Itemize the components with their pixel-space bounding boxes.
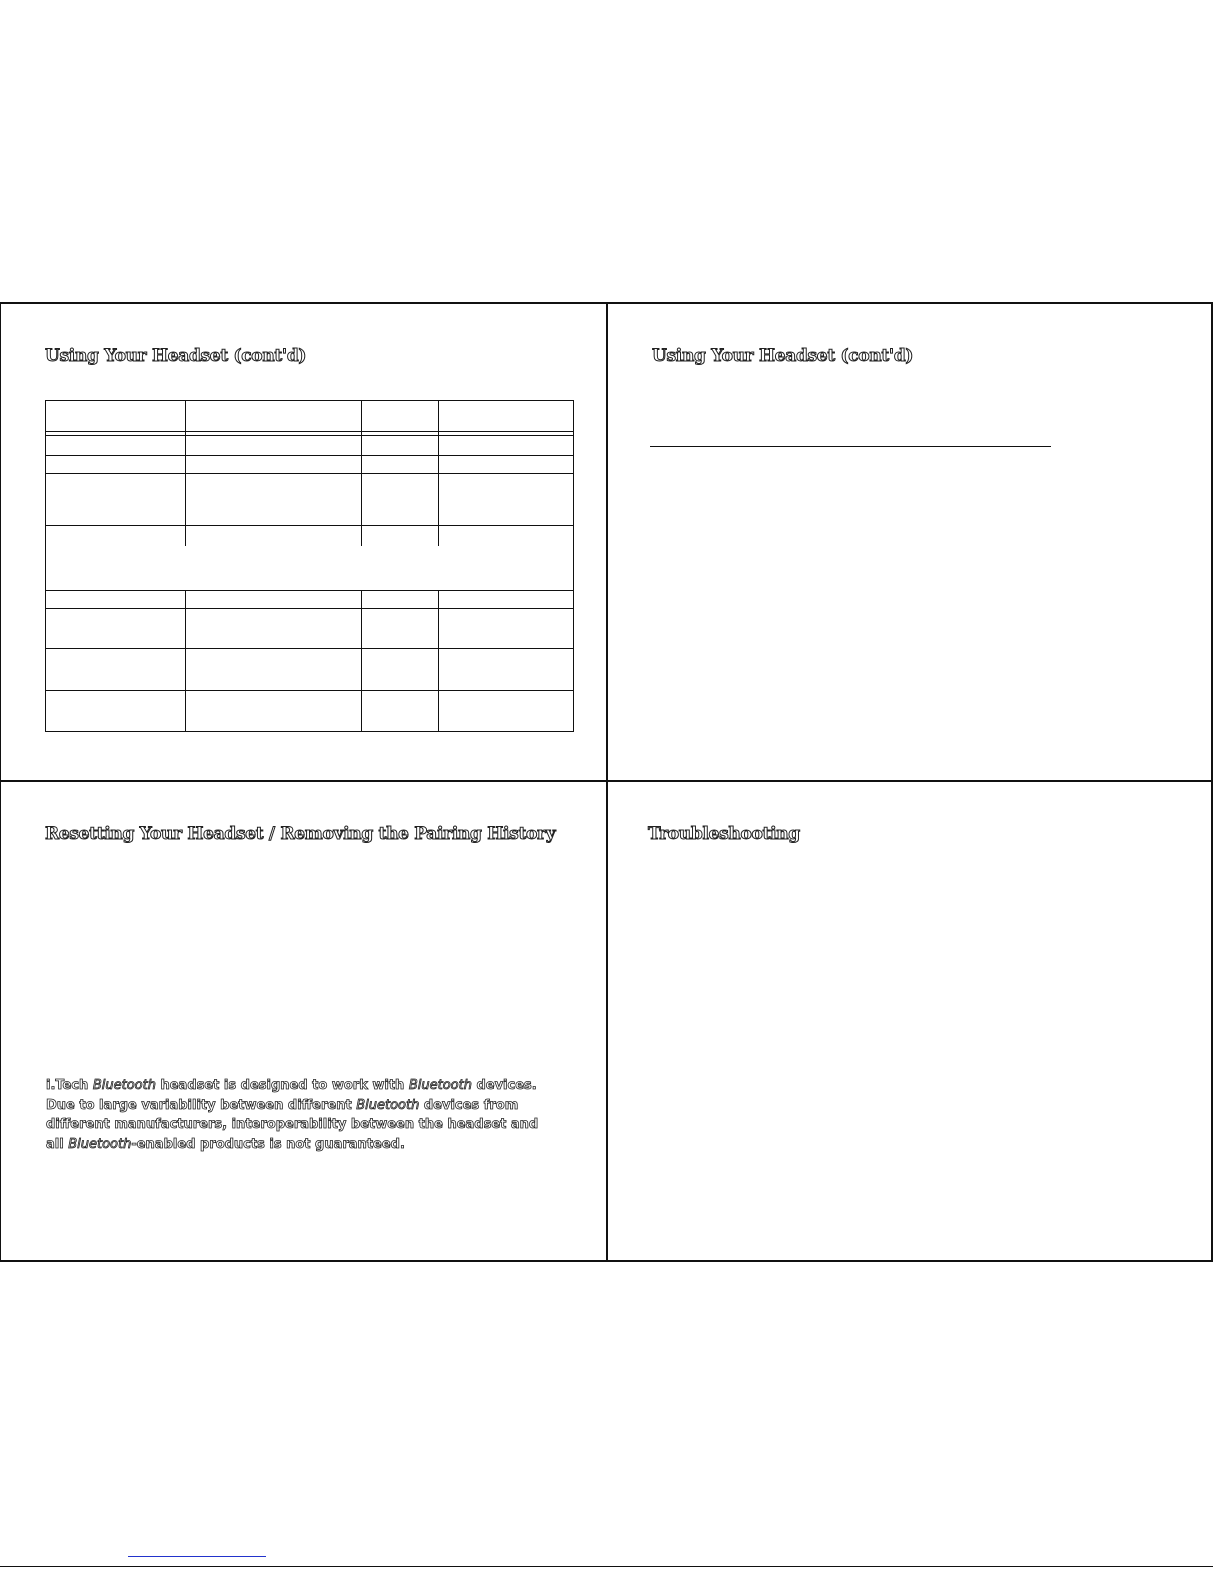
disclaimer-text-italic: Bluetooth xyxy=(356,1097,420,1113)
disclaimer-text-italic: Bluetooth xyxy=(92,1078,156,1093)
footer-rule xyxy=(0,1566,1213,1567)
disclaimer-text: devices. Due to large variability between different xyxy=(46,1078,537,1113)
page-title: Troubleshooting xyxy=(648,824,800,844)
page-title: Using Your Headset (cont'd) xyxy=(652,346,914,366)
table-column-rule xyxy=(361,401,362,546)
table-column-rule xyxy=(361,590,362,731)
grid-right-border xyxy=(1211,302,1213,1262)
disclaimer-text-italic: Bluetooth xyxy=(408,1078,472,1093)
disclaimer-text: devices from different manufacturers, interoperability between the headset and all xyxy=(46,1097,539,1152)
grid-left-border xyxy=(0,302,1,1262)
button-function-table xyxy=(45,400,574,732)
table-row-rule xyxy=(46,690,573,691)
table-header-rule-2 xyxy=(46,435,573,436)
page-title: Resetting Your Headset / Removing the Pairing History xyxy=(45,824,556,844)
table-row-rule xyxy=(46,590,573,591)
table-row-rule xyxy=(46,455,573,456)
disclaimer-text: i.Tech xyxy=(46,1078,93,1093)
table-column-rule xyxy=(185,590,186,731)
footer-link-underline[interactable] xyxy=(128,1556,266,1557)
table-column-rule xyxy=(185,401,186,546)
table-row-rule xyxy=(46,473,573,474)
table-row-rule xyxy=(46,648,573,649)
grid-center-divider xyxy=(606,302,608,1262)
table-row-rule xyxy=(46,525,573,526)
disclaimer-text-italic: Bluetooth xyxy=(68,1136,132,1152)
table-column-rule xyxy=(438,590,439,731)
disclaimer-text: -enabled products is not guaranteed. xyxy=(131,1136,405,1152)
compatibility-disclaimer xyxy=(46,1076,556,1154)
table-header-rule xyxy=(46,431,573,432)
table-column-rule xyxy=(438,401,439,546)
page-title: Using Your Headset (cont'd) xyxy=(45,346,307,366)
table-row-rule xyxy=(46,608,573,609)
disclaimer-text: headset is designed to work with xyxy=(155,1078,409,1093)
section-rule xyxy=(650,446,1051,447)
